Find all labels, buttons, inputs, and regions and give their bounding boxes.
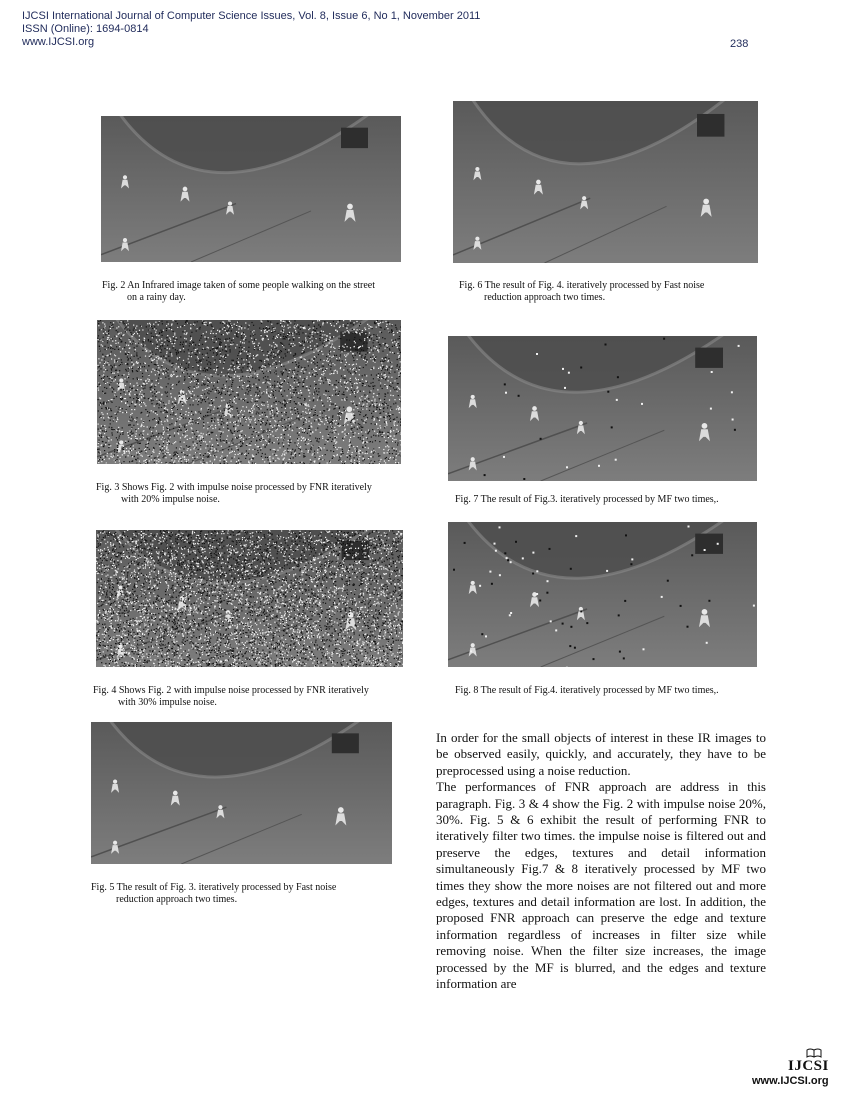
issn-line: ISSN (Online): 1694-0814 xyxy=(22,23,149,35)
caption-line: with 20% impulse noise. xyxy=(121,494,220,505)
caption-line: with 30% impulse noise. xyxy=(118,697,217,708)
logo-url: www.IJCSI.org xyxy=(752,1075,829,1087)
caption-line: Fig. 5 The result of Fig. 3. iteratively processed by Fast noise xyxy=(91,882,337,893)
caption-line: Fig. 2 An Infrared image taken of some people walking on the street xyxy=(102,280,375,291)
infrared-scene xyxy=(97,320,401,464)
dark-window xyxy=(332,733,359,753)
infrared-scene xyxy=(448,336,757,481)
infrared-scene xyxy=(448,522,757,667)
logo-name: IJCSI xyxy=(788,1058,829,1074)
figure-3-caption xyxy=(96,482,416,506)
figure-5-caption xyxy=(91,882,411,906)
caption-line: Fig. 8 The result of Fig.4. iteratively processed by MF two times,. xyxy=(455,685,719,696)
figure-7-image xyxy=(448,336,757,481)
caption-line: reduction approach two times. xyxy=(484,292,606,303)
page-number: 238 xyxy=(730,38,749,50)
infrared-scene xyxy=(101,116,401,262)
caption-line: Fig. 4 Shows Fig. 2 with impulse noise processed by FNR iteratively xyxy=(93,685,369,696)
figure-6-caption xyxy=(459,280,779,304)
figure-4-caption xyxy=(93,685,413,709)
caption-line: reduction approach two times. xyxy=(116,894,238,905)
dark-window xyxy=(695,348,723,368)
caption-line: on a rainy day. xyxy=(127,292,186,303)
body-text xyxy=(436,730,766,993)
infrared-scene xyxy=(96,530,403,667)
journal-url: www.IJCSI.org xyxy=(22,36,95,48)
figure-8-image xyxy=(448,522,757,667)
figure-6-image xyxy=(453,101,758,263)
caption-line: Fig. 7 The result of Fig.3. iteratively processed by MF two times,. xyxy=(455,494,719,505)
dark-window xyxy=(697,114,724,137)
caption-line: Fig. 6 The result of Fig. 4. iteratively processed by Fast noise xyxy=(459,280,705,291)
book-icon xyxy=(806,1048,822,1058)
infrared-scene xyxy=(453,101,758,263)
paragraph-1: In order for the small objects of interest in these IR images to be observed easily, quickly, and accurately, they have to be preprocessed using a noise reduction. xyxy=(436,730,766,778)
caption-line: Fig. 3 Shows Fig. 2 with impulse noise processed by FNR iteratively xyxy=(96,482,372,493)
dark-window xyxy=(341,128,368,148)
figure-7-caption xyxy=(455,494,795,506)
figure-2-image xyxy=(101,116,401,262)
figure-5-image xyxy=(91,722,392,864)
infrared-scene xyxy=(91,722,392,864)
figure-3-image xyxy=(97,320,401,464)
paragraph-2: The performances of FNR approach are address in this paragraph. Fig. 3 & 4 show the Fig. 2 with impulse noise 20%, 30%. Fig. 5 & 6 exhibit the result of performing FNR to iteratively filter two times. the impulse noise is filtered out and preserve the edges, textures and detail information simultaneously Fig.7 & 8 iteratively processed by MF two times they show the more noises are not filtered out and more edges, textures and detail information are lost. In addition, the proposed FNR approach can preserve the edge and texture information regardless of increases in filter size while removing noise. When the filter size increases, the image processed by the MF is blurred, and the edges and texture information are xyxy=(436,779,766,992)
dark-window xyxy=(695,534,723,554)
figure-8-caption xyxy=(455,685,795,697)
journal-header: IJCSI International Journal of Computer Science Issues, Vol. 8, Issue 6, No 1, November 2011 xyxy=(22,10,481,22)
figure-4-image xyxy=(96,530,403,667)
figure-2-caption xyxy=(102,280,422,304)
